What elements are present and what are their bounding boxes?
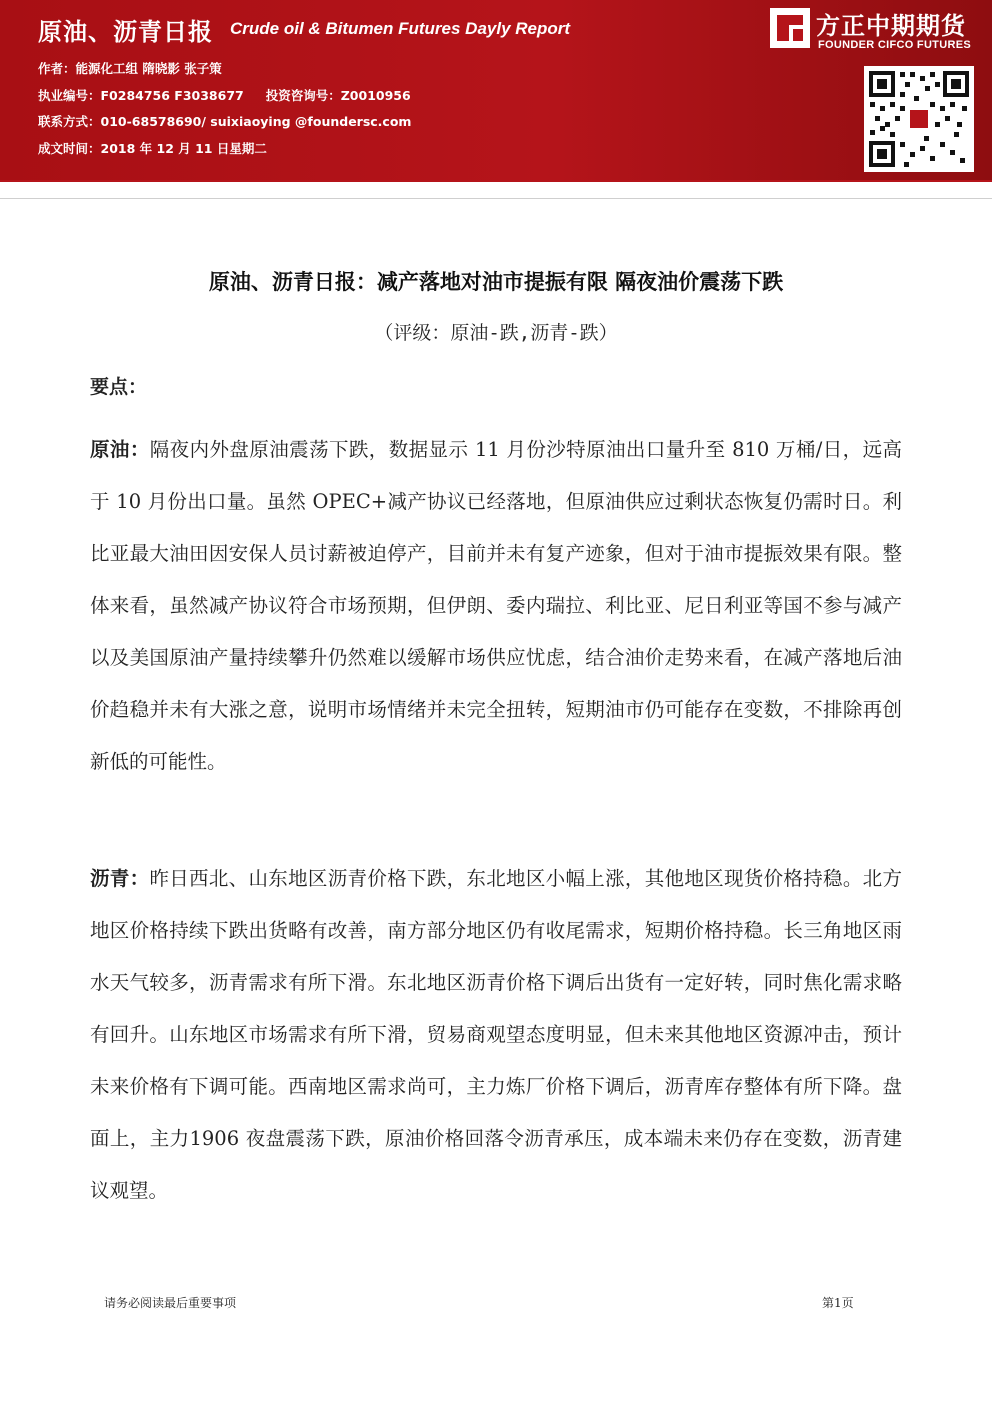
author-line (38, 56, 411, 83)
page-number: 第1页 (822, 1296, 854, 1310)
date-value: 2018 年 12 月 11 日星期二 (100, 140, 267, 156)
author-value: 能源化工组 隋晓影 张子策 (75, 61, 222, 76)
consult-label: 投资咨询号： (265, 87, 341, 103)
document-title: 原油、沥青日报：减产落地对油市提振有限 隔夜油价震荡下跌 (208, 270, 784, 294)
founder-logo-icon (770, 8, 810, 48)
license-line (38, 83, 411, 110)
contact-label: 联系方式： (38, 114, 101, 129)
header-divider (0, 180, 992, 199)
logo-name-cn: 方正中期期货 (816, 12, 966, 40)
date-line (38, 136, 411, 163)
license-label: 执业编号： (38, 87, 101, 103)
keypoints-heading: 要点： (90, 376, 148, 398)
qr-code-icon[interactable] (864, 66, 974, 172)
footer-notice: 请务必阅读最后重要事项 (104, 1296, 237, 1310)
report-meta (38, 56, 411, 162)
author-label: 作者： (38, 61, 76, 76)
bitumen-lead: 沥青： (90, 867, 150, 890)
report-title: 原油、沥青日报 (38, 18, 213, 46)
report-subtitle: Crude oil & Bitumen Futures Dayly Report (230, 19, 571, 38)
crude-oil-lead: 原油： (90, 438, 150, 461)
logo-name-en: FOUNDER CIFCO FUTURES (818, 39, 971, 51)
company-logo (770, 6, 982, 58)
contact-line (38, 109, 411, 136)
license-value: F0284756 F3038677 (100, 87, 244, 103)
date-label: 成文时间： (38, 140, 101, 156)
report-header (0, 0, 992, 180)
bitumen-text: 昨日西北、山东地区沥青价格下跌，东北地区小幅上涨，其他地区现货价格持稳。北方地区价格持续下跌出货略有改善，南方部分地区仍有收尾需求，短期价格持稳。长三角地区雨水天气较多，沥青需求有所下滑。东北地区沥青价格下调后出货有一定好转，同时焦化需求略有回升。山东地区市场需求有所下滑，贸易商观望态度明显，但未来其他地区资源冲击，预计未来价格有下调可能。西南地区需求尚可，主力炼厂价格下调后，沥青库存整体有所下降。盘面上，主力1906 夜盘震荡下跌，原油价格回落令沥青承压，成本端未来仍存在变数，沥青建议观望。 (90, 867, 902, 1202)
consult-value: Z0010956 (340, 87, 411, 103)
crude-oil-text: 隔夜内外盘原油震荡下跌，数据显示 11 月份沙特原油出口量升至 810 万桶/日，远高于 10 月份出口量。虽然 OPEC+减产协议已经落地，但原油供应过剩状态恢复仍需时日。利比亚最大油田因安保人员讨薪被迫停产，目前并未有复产迹象，但对于油市提振效果有限。整体来看，虽然减产协议符合市场预期，但伊朗、委内瑞拉、利比亚、尼日利亚等国不参与减产以及美国原油产量持续攀升仍然难以缓解市场供应忧虑，结合油价走势来看，在减产落地后油价趋稳并未有大涨之意，说明市场情绪并未完全扭转，短期油市仍可能存在变数，不排除再创新低的可能性。 (90, 438, 902, 773)
crude-oil-paragraph (90, 424, 902, 788)
bitumen-paragraph (90, 853, 902, 1217)
rating-line: （评级：原油-跌,沥青-跌） (374, 322, 618, 344)
contact-value[interactable]: 010-68578690/ suixiaoying @foundersc.com (100, 114, 412, 129)
